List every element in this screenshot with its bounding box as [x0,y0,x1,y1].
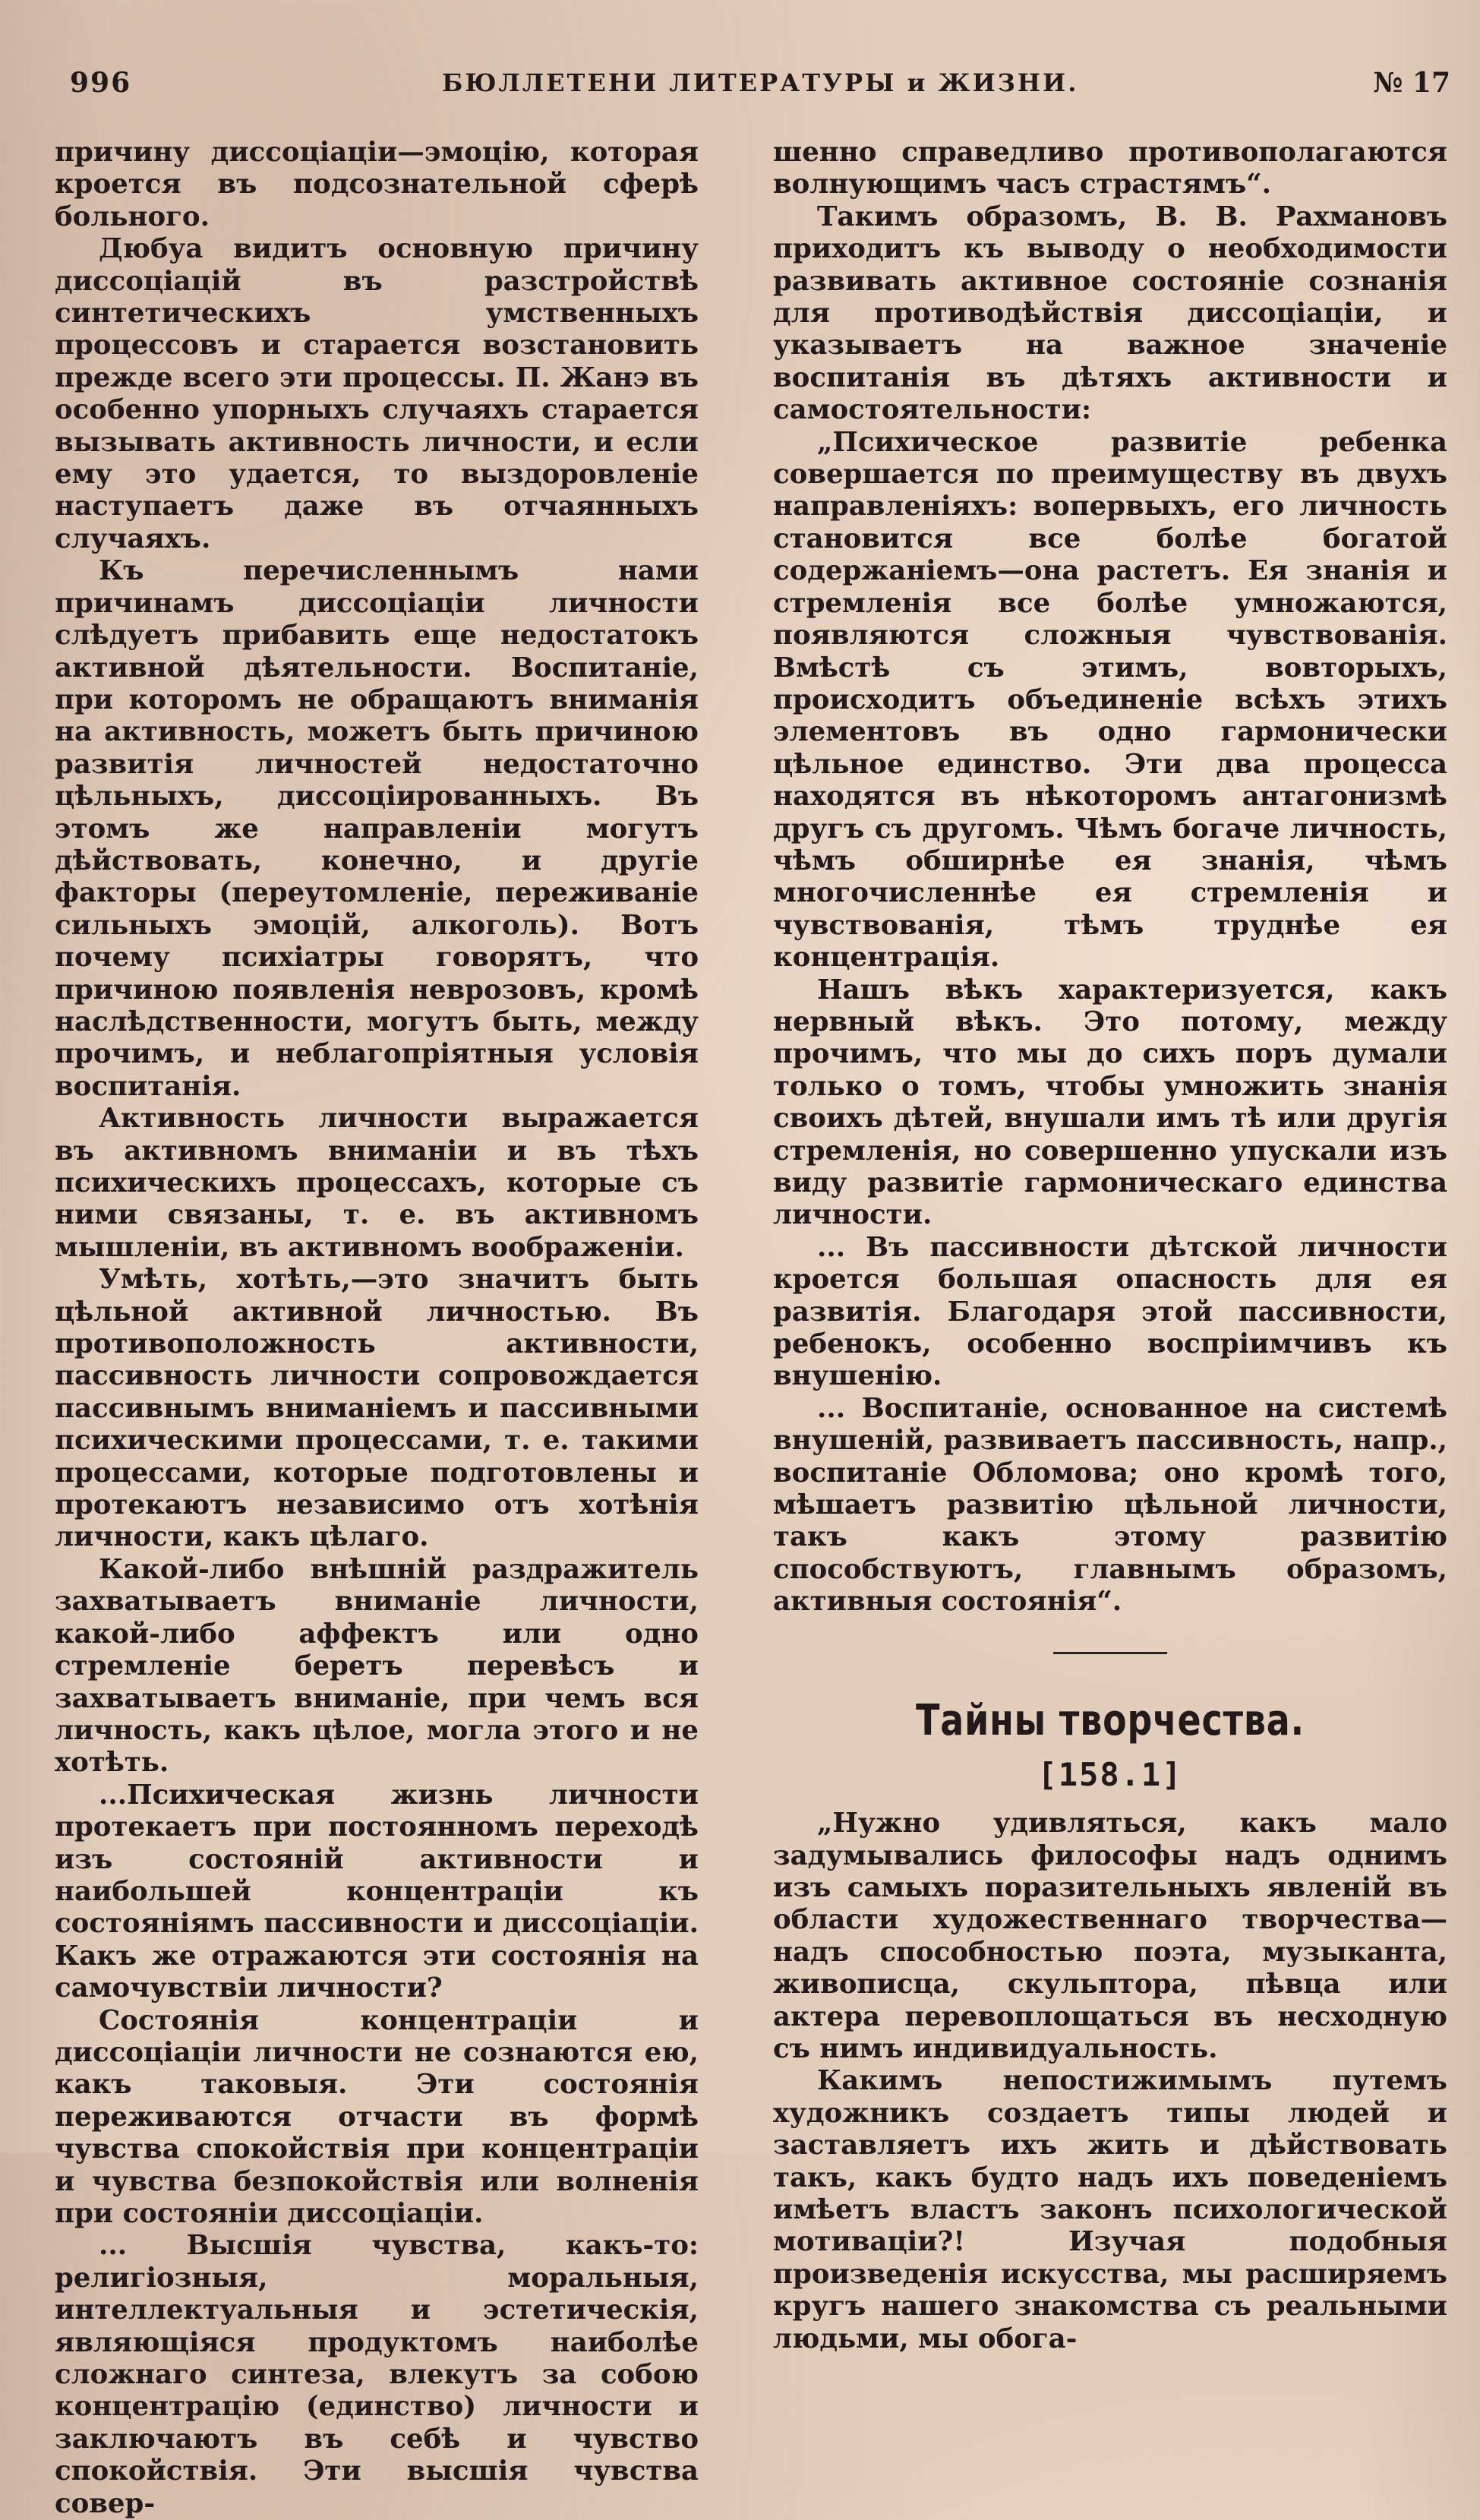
section-code: [158.1] [1037,1755,1183,1793]
paragraph: шенно справедливо противополагаются волнующимъ часъ страстямъ“. [773,137,1447,201]
paragraph: Активность личности выражается въ активномъ вниманіи и въ тѣхъ психическихъ процессахъ, которые съ ними связаны, т. е. въ активномъ мышленіи, въ активномъ воображеніи. [55,1103,699,1263]
paragraph: Какой-либо внѣшній раздражитель захватываетъ вниманіе личности, какой-либо аффектъ или одно стремленіе беретъ перевѣсъ и захватываетъ вниманіе, при чемъ вся личность, какъ цѣлое, могла этого и не хотѣть. [55,1553,699,1779]
paragraph: причину диссоціаціи—эмоцію, которая кроется въ подсознательной сферѣ больного. [55,137,699,232]
section-title: Тайны творчества. [916,1695,1305,1745]
paragraph: ... Высшія чувства, какъ-то: религіозныя, моральныя, интеллектуальныя и эстетическія, являющіяся продуктомъ наиболѣе сложнаго синтеза, влекутъ за собою концентрацію (единство) личности и заключаютъ въ себѣ и чувство спокойствія. Эти высшія чувства совер- [55,2230,699,2519]
paragraph: ...Психическая жизнь личности протекаетъ при постоянномъ переходѣ изъ состояній активности и наибольшей концентраціи къ состояніямъ пассивности и диссоціаціи. Какъ же отражаются эти состоянія на самочувствіи личности? [55,1779,699,2004]
right-column [773,137,1447,2355]
paragraph: „Нужно удивляться, какъ мало задумывались философы надъ однимъ изъ самыхъ поразительныхъ явленій въ области художественнаго творчества—надъ способностью поэта, музыканта, живописца, скульптора, пѣвца или актера перевоплощаться въ несходную съ нимъ индивидуальность. [773,1808,1447,2064]
journal-title: БЮЛЛЕТЕНИ ЛИТЕРАТУРЫ и ЖИЗНИ. [442,68,1079,97]
left-column [55,137,699,2520]
paragraph: ... Воспитаніе, основанное на системѣ внушеній, развиваетъ пассивность, напр., воспитаніе Обломова; оно кромѣ того, мѣшаетъ развитію цѣльной личности, такъ какъ этому развитію способствуютъ, главнымъ образомъ, активныя состоянія“. [773,1392,1447,1618]
paragraph: Состоянія концентраціи и диссоціаціи личности не сознаются ею, какъ таковыя. Эти состоянія переживаются отчасти въ формѣ чувства спокойствія при концентраціи и чувства безпокойствія или волненія при состояніи диссоціаціи. [55,2004,699,2229]
page-number: 996 [70,67,132,99]
paragraph: Такимъ образомъ, В. В. Рахмановъ приходитъ къ выводу о необходимости развивать активное состояніе сознанія для противодѣйствія диссоціаціи, и указываетъ на важное значеніе воспитанія въ дѣтяхъ активности и самостоятельности: [773,201,1447,426]
issue-number: № 17 [1373,67,1450,99]
paragraph: Нашъ вѣкъ характеризуется, какъ нервный вѣкъ. Это потому, между прочимъ, что мы до сихъ поръ думали только о томъ, чтобы умножить знанія своихъ дѣтей, внушали имъ тѣ или другія стремленія, но совершенно упускали изъ виду развитіе гармоническаго единства личности. [773,974,1447,1231]
running-header [70,67,1456,103]
paragraph: Умѣть, хотѣть,—это значитъ быть цѣльной активной личностью. Въ противоположность активности, пассивность личности сопровождается пассивнымъ вниманіемъ и пассивными психическими процессами, т. е. такими процессами, которые подготовлены и протекаютъ независимо отъ хотѣнія личности, какъ цѣлаго. [55,1264,699,1553]
paragraph: Къ перечисленнымъ нами причинамъ диссоціаціи личности слѣдуетъ прибавить еще недостатокъ активной дѣятельности. Воспитаніе, при которомъ не обращаютъ вниманія на активность, можетъ быть причиною развитія личностей недостаточно цѣльныхъ, диссоціированныхъ. Въ этомъ же направленіи могутъ дѣйствовать, конечно, и другіе факторы (переутомленіе, переживаніе сильныхъ эмоцій, алкоголь). Вотъ почему психіатры говорятъ, что причиною появленія неврозовъ, кромѣ наслѣдственности, могутъ быть, между прочимъ, и неблагопріятныя условія воспитанія. [55,555,699,1102]
paragraph: „Психическое развитіе ребенка совершается по преимуществу въ двухъ направленіяхъ: вопервыхъ, его личность становится все болѣе богатой содержаніемъ—она растетъ. Ея знанія и стремленія все болѣе умножаются, появляются сложныя чувствованія. Вмѣстѣ съ этимъ, вовторыхъ, происходитъ объединеніе всѣхъ этихъ элементовъ въ одно гармонически цѣльное единство. Эти два процесса находятся въ нѣкоторомъ антагонизмѣ другъ съ другомъ. Чѣмъ богаче личность, чѣмъ обширнѣе ея знанія, чѣмъ многочисленнѣе ея стремленія и чувствованія, тѣмъ труднѣе ея концентрація. [773,426,1447,974]
section-divider [1053,1652,1167,1654]
paragraph: ... Въ пассивности дѣтской личности кроется большая опасность для ея развитія. Благодаря этой пассивности, ребенокъ, особенно воспріимчивъ къ внушенію. [773,1231,1447,1392]
paragraph: Какимъ непостижимымъ путемъ художникъ создаетъ типы людей и заставляетъ ихъ жить и дѣйствовать такъ, какъ будто надъ ихъ поведеніемъ имѣетъ властъ законъ психологической мотиваціи?! Изучая подобныя произведенія искусства, мы расширяемъ кругъ нашего знакомства съ реальными людьми, мы обога- [773,2065,1447,2354]
paragraph: Дюбуа видитъ основную причину диссоціацій въ разстройствѣ синтетическихъ умственныхъ процессовъ и старается возстановить прежде всего эти процессы. П. Жанэ въ особенно упорныхъ случаяхъ старается вызывать активность личности, и если ему это удается, то выздоровленіе наступаетъ даже въ отчаянныхъ случаяхъ. [55,233,699,554]
